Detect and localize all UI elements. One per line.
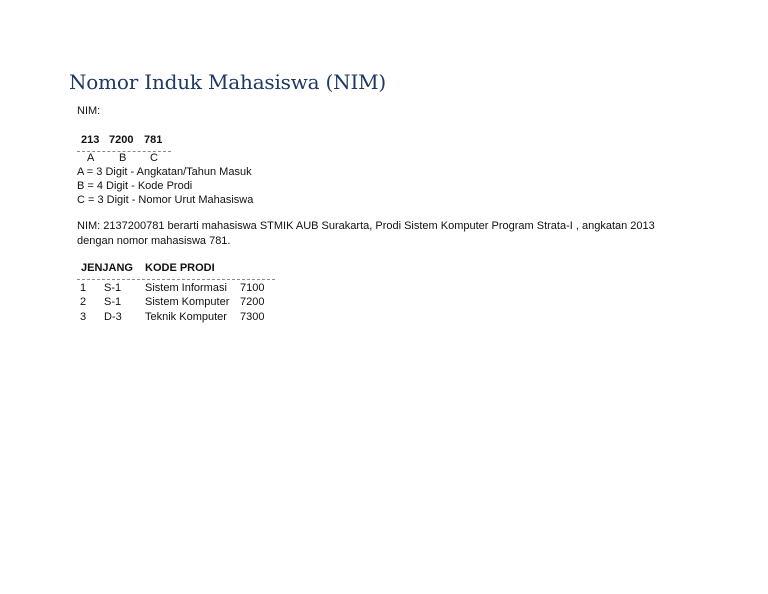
table-header-kode-prodi: KODE PRODI bbox=[145, 262, 215, 274]
segment-letter-b: B bbox=[119, 152, 127, 164]
definition-a: A = 3 Digit - Angkatan/Tahun Masuk bbox=[77, 166, 252, 178]
example-paragraph-line-2: dengan nomor mahasiswa 781. bbox=[77, 235, 231, 247]
row-number: 2 bbox=[80, 296, 87, 308]
nim-segment-a: 213 bbox=[81, 134, 100, 146]
row-kode: 7100 bbox=[240, 282, 265, 294]
table-header-divider bbox=[77, 279, 275, 280]
nim-label: NIM: bbox=[77, 105, 101, 117]
definition-c: C = 3 Digit - Nomor Urut Mahasiswa bbox=[77, 194, 254, 206]
row-number: 1 bbox=[80, 282, 87, 294]
page-title: Nomor Induk Mahasiswa (NIM) bbox=[69, 70, 387, 94]
nim-segment-b: 7200 bbox=[109, 134, 134, 146]
row-kode: 7300 bbox=[240, 311, 265, 323]
nim-segment-c: 781 bbox=[144, 134, 163, 146]
row-number: 3 bbox=[80, 311, 87, 323]
example-paragraph-line-1: NIM: 2137200781 berarti mahasiswa STMIK AUB Surakarta, Prodi Sistem Komputer Program Strata-I , angkatan 2013 bbox=[77, 220, 655, 232]
row-jenjang: S-1 bbox=[104, 282, 122, 294]
segment-letter-c: C bbox=[150, 152, 158, 164]
row-kode: 7200 bbox=[240, 296, 265, 308]
table-header-jenjang: JENJANG bbox=[81, 262, 133, 274]
row-prodi: Sistem Informasi bbox=[145, 282, 227, 294]
row-prodi: Teknik Komputer bbox=[145, 311, 227, 323]
row-jenjang: D-3 bbox=[104, 311, 122, 323]
segment-letter-a: A bbox=[87, 152, 95, 164]
definition-b: B = 4 Digit - Kode Prodi bbox=[77, 180, 193, 192]
row-prodi: Sistem Komputer bbox=[145, 296, 230, 308]
row-jenjang: S-1 bbox=[104, 296, 122, 308]
